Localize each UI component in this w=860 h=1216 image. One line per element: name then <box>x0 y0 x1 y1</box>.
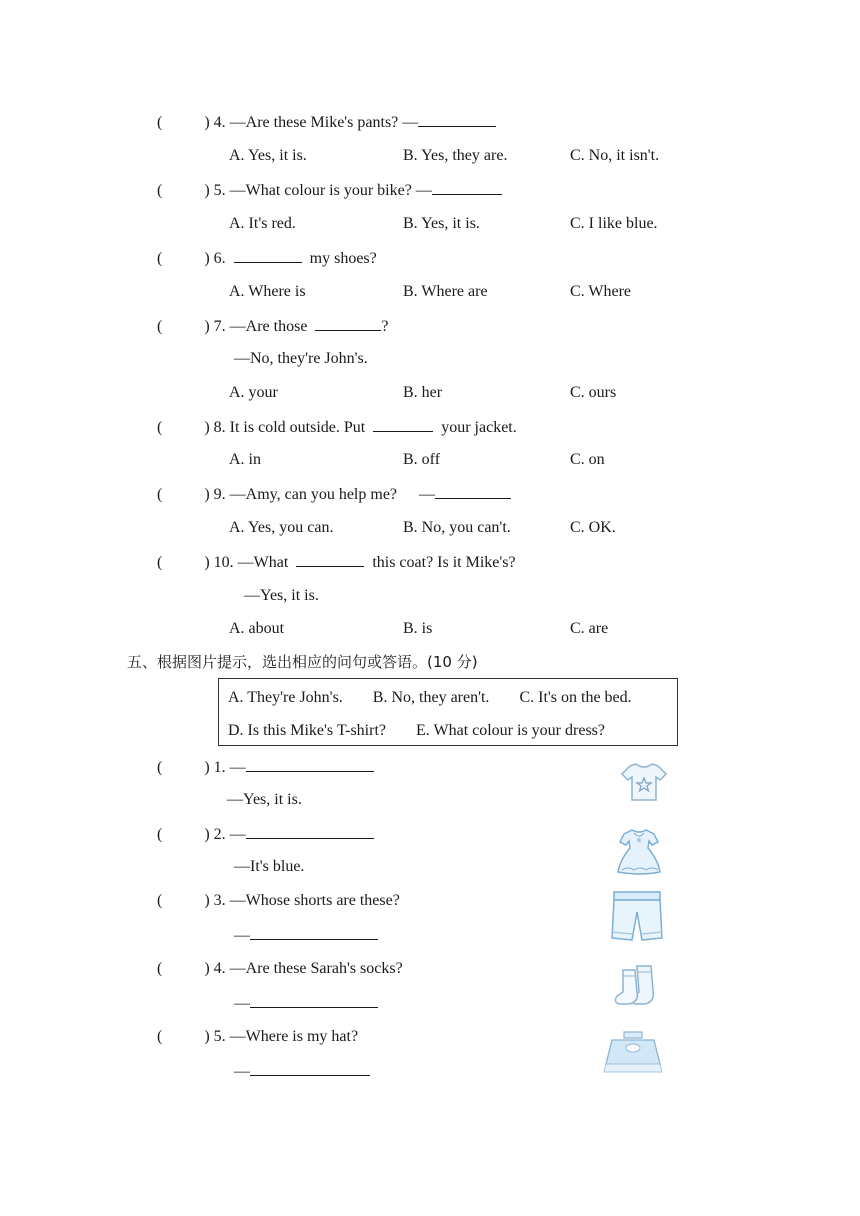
answer-blank[interactable] <box>435 484 511 499</box>
question-7: ( ) 7. —Are those ? <box>157 318 389 335</box>
question-reply: —No, they're John's. <box>234 350 368 367</box>
question-stem: —What <box>237 554 289 571</box>
picture-question-2: ( ) 2. — <box>157 824 378 845</box>
option-a: A. Yes, it is. <box>229 147 307 164</box>
picture-question-1: ( ) 1. — <box>157 757 378 778</box>
question-reply: —It's blue. <box>234 858 305 875</box>
picture-question-4: ( ) 4. —Are these Sarah's socks? <box>157 960 403 977</box>
answer-blank[interactable] <box>250 993 378 1008</box>
answer-line: — <box>234 1061 374 1082</box>
question-stem: It is cold outside. Put <box>229 419 366 436</box>
question-stem: —What colour is your bike? — <box>229 182 432 199</box>
choice-a: A. They're John's. <box>228 689 343 706</box>
question-stem: —Are these Sarah's socks? <box>229 960 403 977</box>
option-b: B. her <box>403 384 443 401</box>
question-number: 4. <box>213 960 226 977</box>
question-number: 2. <box>213 826 226 843</box>
question-number: 5. <box>213 1028 226 1045</box>
option-c: C. No, it isn't. <box>570 147 660 164</box>
choice-e: E. What colour is your dress? <box>416 722 605 739</box>
option-b: B. Yes, it is. <box>403 215 480 232</box>
answer-blank[interactable] <box>234 248 302 263</box>
question-number: 8. <box>213 419 226 436</box>
option-b: B. off <box>403 451 441 468</box>
option-a: A. about <box>229 620 285 637</box>
question-10: ( ) 10. —What this coat? Is it Mike's? <box>157 554 516 571</box>
question-reply: —Yes, it is. <box>227 791 302 808</box>
answer-blank[interactable] <box>246 824 374 839</box>
option-a: A. your <box>229 384 278 401</box>
section-title: 五、根据图片提示，选出相应的问句或答语。(10 分) <box>127 653 478 671</box>
picture-question-3: ( ) 3. —Whose shorts are these? <box>157 892 400 909</box>
question-number: 4. <box>213 114 226 131</box>
option-a: A. Yes, you can. <box>229 519 334 536</box>
question-stem: —Where is my hat? <box>229 1028 359 1045</box>
option-a: A. in <box>229 451 261 468</box>
question-reply: —Yes, it is. <box>244 587 319 604</box>
answer-blank[interactable] <box>315 316 381 331</box>
option-a: A. Where is <box>229 283 306 300</box>
t-shirt-icon <box>620 760 668 804</box>
picture-question-5: ( ) 5. —Where is my hat? <box>157 1028 359 1045</box>
option-a: A. It's red. <box>229 215 296 232</box>
question-stem: —Are those <box>229 318 308 335</box>
answer-blank[interactable] <box>432 180 502 195</box>
answer-line: — <box>234 925 382 946</box>
socks-icon <box>611 962 661 1008</box>
choice-d: D. Is this Mike's T-shirt? <box>228 722 386 739</box>
answer-blank[interactable] <box>246 757 374 772</box>
choices-row-2 <box>228 721 605 741</box>
question-8: ( ) 8. It is cold outside. Put your jacket. <box>157 419 517 436</box>
question-number: 3. <box>213 892 226 909</box>
answer-blank[interactable] <box>250 925 378 940</box>
question-number: 6. <box>213 250 226 267</box>
option-c: C. on <box>570 451 605 468</box>
option-c: C. ours <box>570 384 617 401</box>
option-b: B. No, you can't. <box>403 519 511 536</box>
choice-b: B. No, they aren't. <box>372 689 490 706</box>
option-c: C. are <box>570 620 609 637</box>
question-stem: my shoes? <box>309 250 377 267</box>
question-number: 1. <box>213 759 226 776</box>
option-b: B. is <box>403 620 433 637</box>
shorts-icon <box>610 890 664 944</box>
answer-blank[interactable] <box>418 112 496 127</box>
answer-blank[interactable] <box>296 552 364 567</box>
option-b: B. Where are <box>403 283 488 300</box>
bed-icon <box>602 1030 664 1074</box>
question-5: ( ) 5. —What colour is your bike? — <box>157 180 506 201</box>
question-number: 5. <box>213 182 226 199</box>
question-stem: —Are these Mike's pants? — <box>229 114 419 131</box>
answer-blank[interactable] <box>250 1061 370 1076</box>
option-c: C. OK. <box>570 519 616 536</box>
option-c: C. Where <box>570 283 632 300</box>
question-6: ( ) 6. my shoes? <box>157 250 377 267</box>
question-number: 7. <box>213 318 226 335</box>
question-number: 10. <box>213 554 234 571</box>
dress-icon <box>614 826 664 878</box>
question-stem: —Whose shorts are these? <box>229 892 400 909</box>
option-b: B. Yes, they are. <box>403 147 508 164</box>
answer-blank[interactable] <box>373 417 433 432</box>
question-4: ( ) 4. —Are these Mike's pants? — <box>157 112 500 133</box>
choices-row-1 <box>228 688 632 708</box>
question-stem: —Amy, can you help me? <box>229 486 398 503</box>
choice-c: C. It's on the bed. <box>519 689 632 706</box>
answer-choices-box <box>218 678 678 746</box>
question-number: 9. <box>213 486 226 503</box>
question-9: ( ) 9. —Amy, can you help me? — <box>157 484 515 505</box>
option-c: C. I like blue. <box>570 215 658 232</box>
answer-line: — <box>234 993 382 1014</box>
